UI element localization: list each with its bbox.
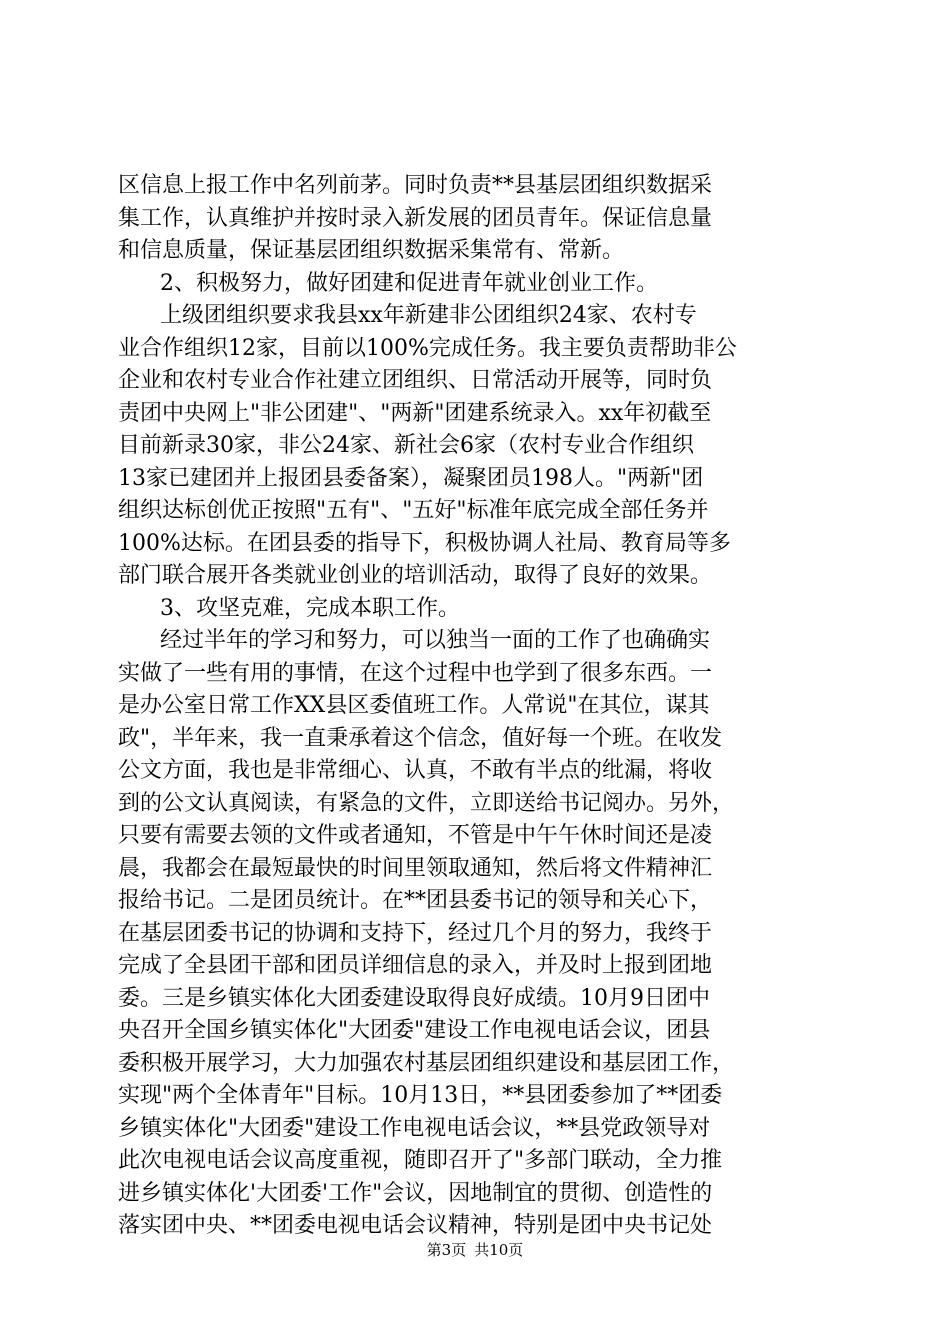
text-line: 在基层团委书记的协调和支持下，经过几个月的努力，我终于 (118, 920, 713, 946)
text-line: 目前新录30家，非公24家、新社会6家（农村专业合作组织 (118, 433, 694, 458)
text-line: 到的公文认真阅读，有紧急的文件，立即送给书记阅办。另外， (118, 790, 735, 816)
text-line: 2、积极努力，做好团建和促进青年就业创业工作。 (160, 270, 658, 296)
text-line: 组织达标创优正按照"五有"、"五好"标准年底完成全部任务并 (118, 498, 709, 523)
text-line: 上级团组织要求我县xx年新建非公团组织24家、农村专 (160, 303, 697, 328)
page-total: 共10页 (474, 1241, 524, 1259)
text-line: 业合作组织12家，目前以100%完成任务。我主要负责帮助非公 (118, 335, 737, 361)
text-line: 企业和农村专业合作社建立团组织、日常活动开展等，同时负 (118, 368, 713, 393)
page-footer (0, 1240, 950, 1260)
text-line: 晨，我都会在最短最快的时间里领取通知，然后将文件精神汇 (118, 855, 713, 881)
text-line: 政"，半年来，我一直秉承着这个信念，值好每一个班。在收发 (118, 725, 723, 751)
text-line: 此次电视电话会议高度重视，随即召开了"多部门联动，全力推 (118, 1148, 723, 1173)
text-line: 部门联合展开各类就业创业的培训活动，取得了良好的效果。 (118, 563, 713, 588)
text-line: 乡镇实体化"大团委"建设工作电视电话会议，**县党政领导对 (118, 1115, 711, 1141)
document-body (118, 170, 830, 1243)
text-line: 落实团中央、**团委电视电话会议精神，特别是团中央书记处 (118, 1213, 713, 1238)
text-line: 只要有需要去领的文件或者通知，不管是中午午休时间还是凌 (118, 823, 713, 848)
text-line: 实做了一些有用的事情，在这个过程中也学到了很多东西。一 (118, 660, 713, 686)
text-line: 实现"两个全体青年"目标。10月13日，**县团委参加了**团委 (118, 1083, 723, 1108)
text-line: 公文方面，我也是非常细心、认真，不敢有半点的纰漏，将收 (118, 758, 713, 783)
text-line: 100%达标。在团县委的指导下，积极协调人社局、教育局等多 (118, 530, 731, 556)
text-line: 13家已建团并上报团县委备案），凝聚团员198人。"两新"团 (118, 465, 704, 491)
text-line: 3、攻坚克难，完成本职工作。 (160, 595, 460, 621)
text-line: 区信息上报工作中名列前茅。同时负责**县基层团组织数据采 (118, 173, 713, 198)
text-line: 经过半年的学习和努力，可以独当一面的工作了也确确实 (160, 628, 711, 653)
text-line: 集工作，认真维护并按时录入新发展的团员青年。保证信息量 (118, 205, 713, 231)
text-line: 和信息质量，保证基层团组织数据采集常有、常新。 (118, 238, 625, 263)
text-line: 委积极开展学习，大力加强农村基层团组织建设和基层团工作， (118, 1050, 735, 1076)
text-line: 报给书记。二是团员统计。在**团县委书记的领导和关心下， (118, 888, 713, 913)
text-line: 责团中央网上"非公团建"、"两新"团建系统录入。xx年初截至 (118, 400, 712, 426)
text-line: 央召开全国乡镇实体化"大团委"建设工作电视电话会议，团县 (118, 1018, 711, 1043)
text-line: 委。三是乡镇实体化大团委建设取得良好成绩。10月9日团中 (118, 985, 710, 1011)
page-number: 第3页 (426, 1241, 467, 1259)
text-line: 完成了全县团干部和团员详细信息的录入，并及时上报到团地 (118, 953, 713, 978)
text-line: 进乡镇实体化'大团委'工作"会议，因地制宜的贯彻、创造性的 (118, 1180, 713, 1206)
text-line: 是办公室日常工作XX县区委值班工作。人常说"在其位，谋其 (118, 693, 710, 718)
